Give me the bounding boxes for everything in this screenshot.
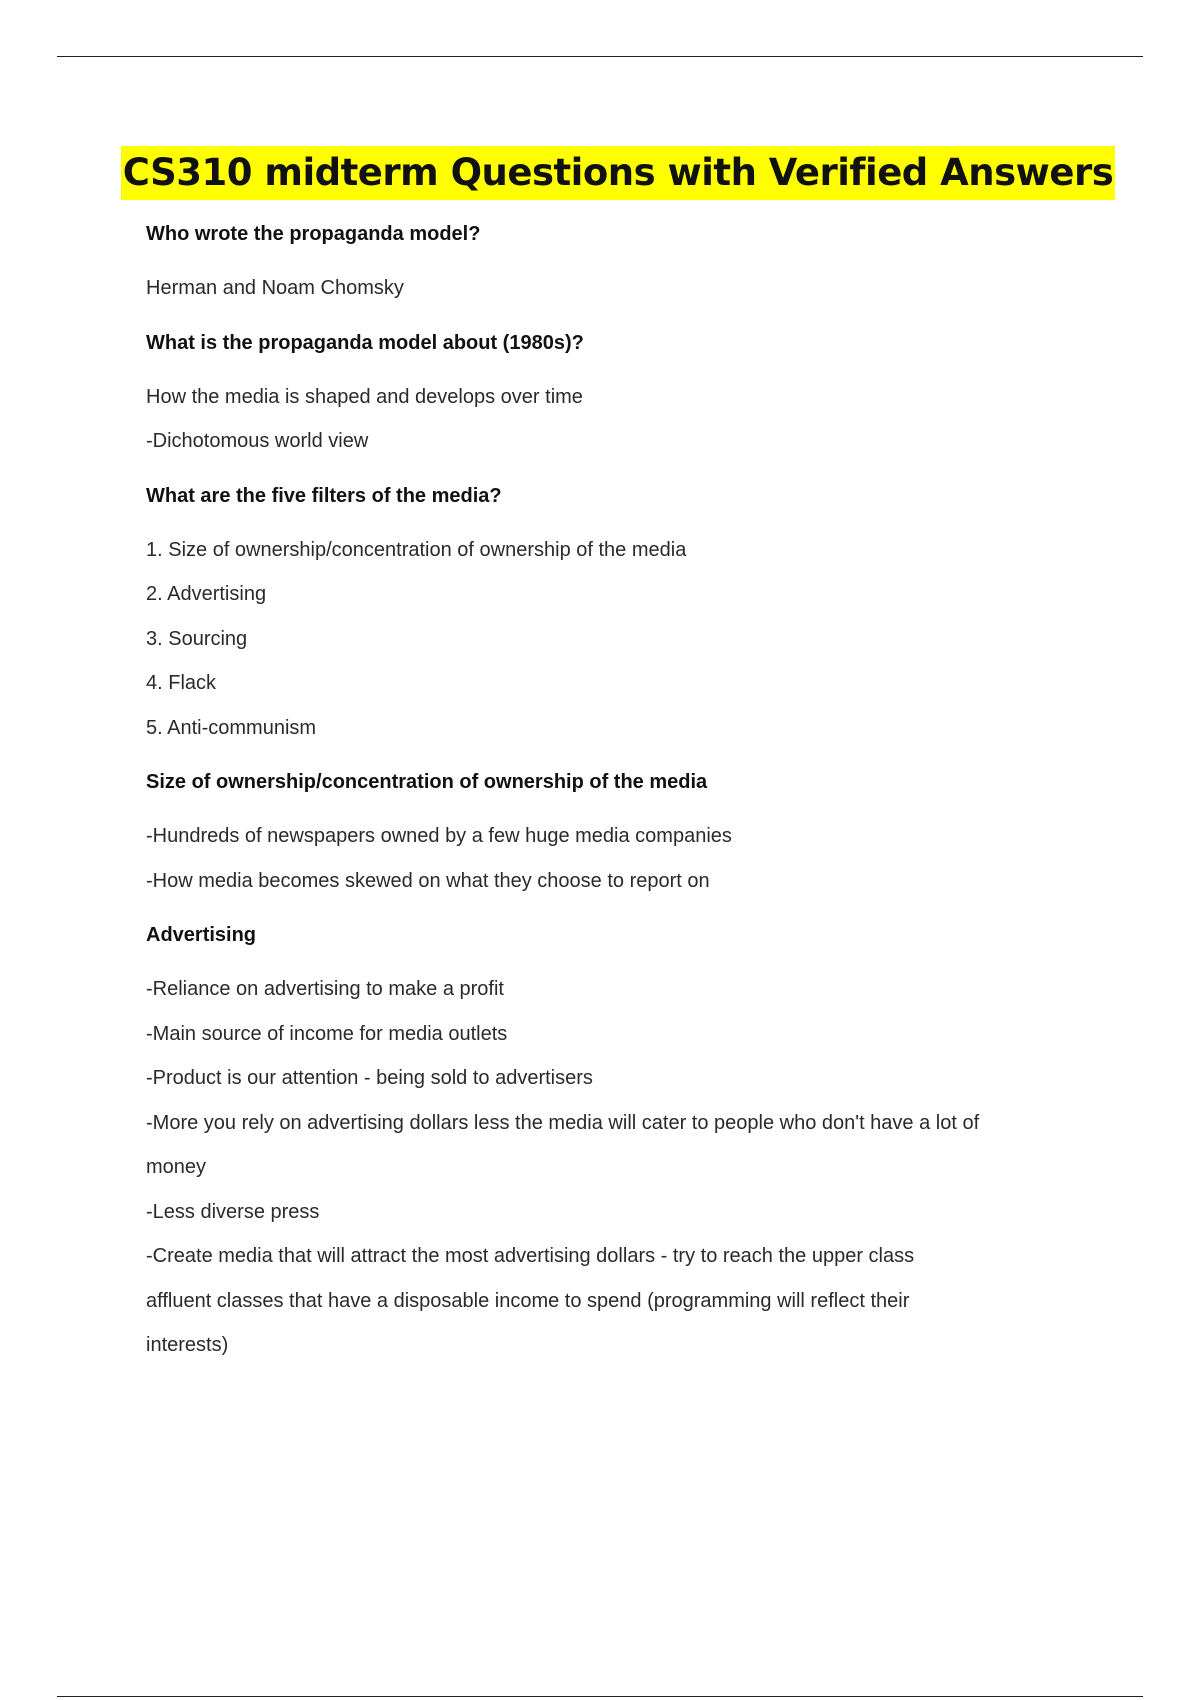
answer-line: money xyxy=(146,1156,207,1178)
answer-line: -More you rely on advertising dollars less the media will cater to people who don't have a lot of xyxy=(146,1111,980,1134)
answer-line: 4. Flack xyxy=(146,672,217,694)
answer-line: -Hundreds of newspapers owned by a few huge media companies xyxy=(146,825,732,847)
qa-content xyxy=(146,220,1096,1386)
title-container xyxy=(0,146,1200,200)
answer-line: Herman and Noam Chomsky xyxy=(146,277,404,299)
answer-line: -How media becomes skewed on what they choose to report on xyxy=(146,869,710,892)
answer-line: 3. Sourcing xyxy=(146,627,248,650)
answer-line: -Dichotomous world view xyxy=(146,430,369,452)
answer-block xyxy=(146,375,1096,464)
footer-rule xyxy=(57,1696,1143,1697)
qa-section xyxy=(146,329,1096,464)
answer-block xyxy=(146,967,1096,1368)
qa-section xyxy=(146,768,1096,903)
qa-section xyxy=(146,220,1096,311)
answer-line: interests) xyxy=(146,1334,229,1356)
question-heading: What is the propaganda model about (1980s)? xyxy=(146,331,584,354)
answer-line: -Create media that will attract the most advertising dollars - try to reach the upper class xyxy=(146,1245,915,1267)
document-title: CS310 midterm Questions with Verified Answers xyxy=(121,146,1115,200)
answer-line: 2. Advertising xyxy=(146,583,267,605)
question-heading: Who wrote the propaganda model? xyxy=(146,223,481,245)
question-heading: Advertising xyxy=(146,924,257,946)
qa-section xyxy=(146,921,1096,1368)
question-heading: What are the five filters of the media? xyxy=(146,484,502,507)
header-rule xyxy=(57,56,1143,57)
answer-line: -Less diverse press xyxy=(146,1200,320,1223)
answer-block xyxy=(146,266,1096,311)
answer-line: -Main source of income for media outlets xyxy=(146,1022,508,1045)
qa-section xyxy=(146,482,1096,751)
answer-block xyxy=(146,528,1096,751)
answer-block xyxy=(146,814,1096,903)
answer-line: -Reliance on advertising to make a profit xyxy=(146,978,504,1000)
answer-line: 5. Anti-communism xyxy=(146,716,317,739)
answer-line: -Product is our attention - being sold to advertisers xyxy=(146,1067,593,1089)
question-heading: Size of ownership/concentration of ownership of the media xyxy=(146,771,708,793)
answer-line: How the media is shaped and develops over time xyxy=(146,385,583,408)
answer-line: 1. Size of ownership/concentration of ownership of the media xyxy=(146,538,687,561)
answer-line: affluent classes that have a disposable income to spend (programming will reflect their xyxy=(146,1289,910,1312)
